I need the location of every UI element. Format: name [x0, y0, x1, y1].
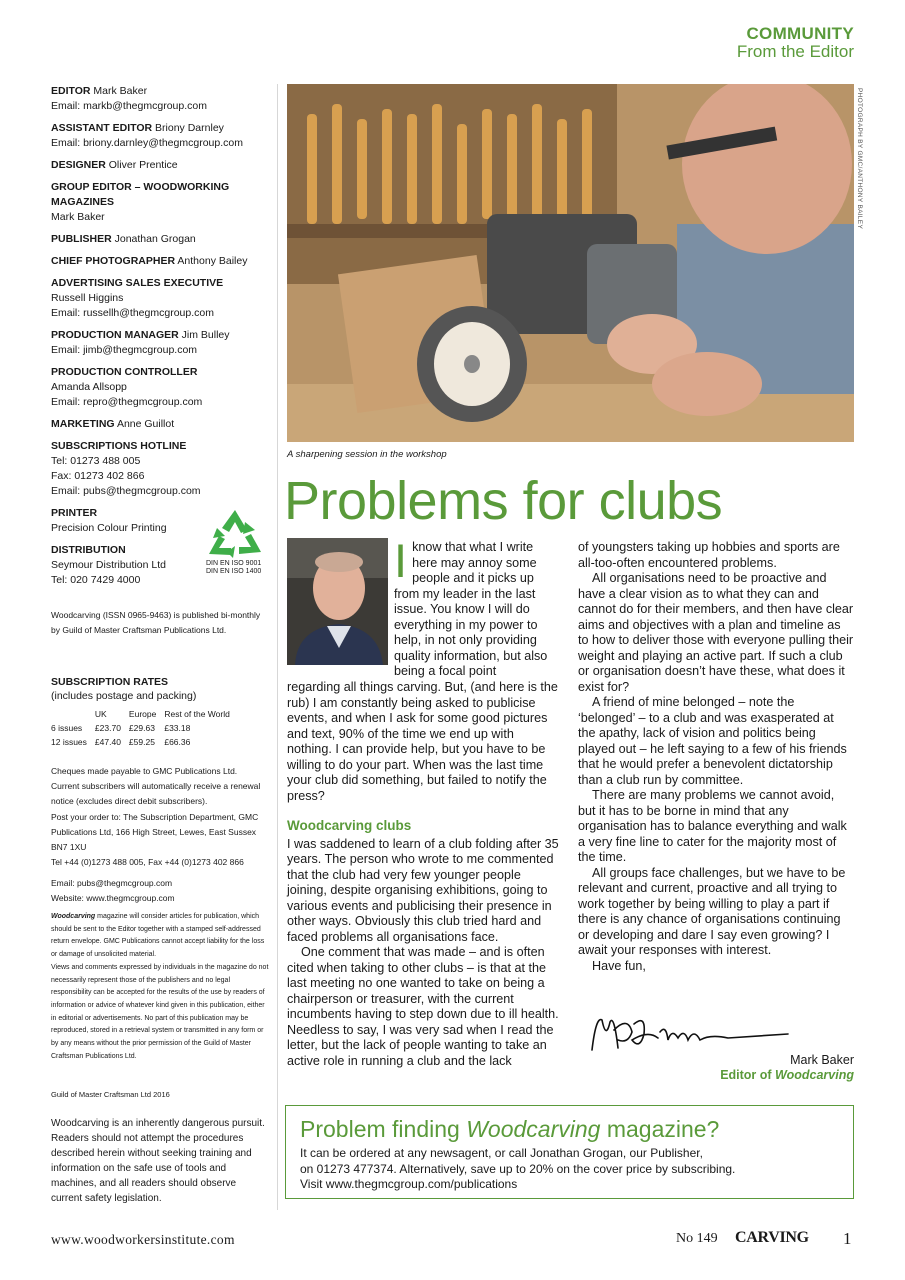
masthead-role: PRINTER — [51, 507, 98, 519]
masthead-detail: Fax: 01273 402 866 — [51, 470, 145, 482]
masthead-item — [51, 232, 271, 247]
masthead-item — [51, 328, 271, 358]
table-cell: £29.63 — [128, 723, 155, 733]
masthead-line — [51, 417, 271, 432]
table-cell: £47.40 — [94, 737, 121, 747]
masthead-item — [51, 180, 271, 225]
paragraph: All organisations need to be proactive and have a clear vision as to what they can and cannot do for their members, and then have clear aims and objectives with a plan and timeline as to how to deliver those with everyone pulling their weight and playing an active part. If such a club or organisation doesn’t have these, what does it exist for? — [578, 571, 854, 694]
promo-title — [300, 1116, 719, 1143]
paragraph: regarding all things carving. But, (and here is the rub) I am constantly being asked to publicise events, and when I ask for some good pictures and text, 90% of the time we end up with nothing. I can provide help, but you have to be willing to do your part. When was the last time your club did something, but failed to notify the press? — [287, 680, 558, 803]
promo-text — [300, 1146, 840, 1193]
masthead-role: CHIEF PHOTOGRAPHER — [51, 255, 176, 267]
disclaimer-mag: Woodcarving — [51, 913, 96, 920]
article-column-1 — [287, 680, 561, 1069]
order-text: Post your order to: The Subscription Department, GMC Publications Ltd, 166 High Street, Lewes, East Sussex BN7 1XU — [51, 812, 259, 852]
copyright: Guild of Master Craftsman Ltd 2016 — [51, 1090, 170, 1099]
table-header — [51, 707, 95, 721]
masthead-name: Oliver Prentice — [108, 159, 178, 171]
disclaimer-para — [51, 911, 269, 962]
table-cell: £59.25 — [128, 737, 155, 747]
masthead-line — [51, 232, 271, 247]
paragraph: of youngsters taking up hobbies and sports are all-too-often encountered problems. — [578, 540, 840, 570]
disclaimer-para: Views and comments expressed by individuals in the magazine do not necessarily represent those of the publishers and no legal responsibility can be accepted for the results of the use by readers of information or advice of whatever kind given in this publication, either in editorial or advertisements. No part of this publication may be reproduced, stored in a retrieval system or transmitted in any form or by any means without the prior permission of the Guild of Master Craftsman Publications Ltd. — [51, 963, 269, 1060]
table-header: Europe — [128, 709, 157, 719]
signoff-name: Mark Baker — [790, 1053, 854, 1067]
masthead-item — [51, 158, 271, 173]
promo-line: It can be ordered at any newsagent, or call Jonathan Grogan, our Publisher, — [300, 1146, 703, 1160]
paragraph: Have fun, — [592, 958, 646, 973]
article-column-2 — [578, 540, 854, 974]
footer-magazine: CARVING — [735, 1229, 809, 1246]
recycle-icon — [205, 508, 265, 560]
masthead-item — [51, 121, 271, 151]
column-divider — [277, 84, 278, 1210]
paragraph: All groups face challenges, but we have to be relevant and current, proactive and all trying to work together by being willing to play a part if there is any chance of organisations continuing or developing and dare I say even growing? I await your responses with interest. — [578, 865, 846, 957]
cert-line: DIN EN ISO 1400 — [206, 568, 262, 575]
table-cell: 6 issues — [51, 723, 83, 733]
masthead-role: GROUP EDITOR – WOODWORKING MAGAZINES — [51, 181, 230, 208]
masthead-name: Jonathan Grogan — [114, 233, 196, 245]
masthead-detail: Amanda Allsopp — [51, 381, 127, 393]
masthead-role: PRODUCTION CONTROLLER — [51, 366, 198, 378]
masthead-name: Briony Darnley — [155, 122, 224, 134]
masthead-detail: Russell Higgins — [51, 292, 124, 304]
contact-details — [51, 876, 266, 906]
masthead-name: Anne Guillot — [116, 418, 175, 430]
masthead-line — [51, 180, 271, 210]
promo-title-prefix: Problem finding — [300, 1116, 467, 1142]
table-cell: £33.18 — [164, 723, 191, 733]
paragraph: I was saddened to learn of a club folding after 35 years. The person who wrote to me commented that the club had very few younger people joining, despite organising exhibitions, going to various events and publicising their presence in other ways. Obviously this club tried hard and faced problems all organisations face. — [287, 836, 559, 944]
masthead-line — [51, 439, 271, 454]
masthead-role: PUBLISHER — [51, 233, 112, 245]
subscription-note: (includes postage and packing) — [51, 690, 197, 702]
intro-text: know that what I write here may annoy some people and it picks up from my leader in the last issue. You know I will do everything in my power to help, in not only providing quality information, but also being a focal point — [394, 540, 548, 678]
table-cell: £23.70 — [94, 723, 121, 733]
masthead-email[interactable]: Email: jimb@thegmcgroup.com — [51, 344, 198, 356]
masthead-item — [51, 254, 271, 269]
masthead-item — [51, 84, 271, 114]
table-row — [51, 721, 238, 735]
signature — [588, 1010, 798, 1060]
table-cell: £66.36 — [164, 737, 191, 747]
masthead-line — [51, 84, 271, 99]
section-subtitle: From the Editor — [736, 42, 854, 61]
masthead-role: MARKETING — [51, 418, 115, 430]
page-number: 1 — [843, 1229, 852, 1248]
masthead-name: Anthony Bailey — [177, 255, 248, 267]
contact-email[interactable]: Email: pubs@thegmcgroup.com — [51, 878, 173, 888]
disclaimer — [51, 911, 269, 1063]
photo-credit: PHOTOGRAPH BY GMC/ANTHONY BAILEY — [856, 88, 863, 230]
paragraph: There are many problems we cannot avoid, but it has to be borne in mind that any organisation has to balance everything and walk a very fine line to cater for the majority most of the time. — [578, 788, 847, 864]
disclaimer-text: magazine will consider articles for publication, which should be sent to the Editor together with a stamped self-addressed return envelope. GMC Publications cannot accept liability for the loss or damage of unsolicited material. — [51, 913, 265, 959]
masthead-item — [51, 365, 271, 410]
photo-caption: A sharpening session in the workshop — [287, 449, 447, 460]
table-cell: 12 issues — [51, 737, 87, 747]
article-intro — [394, 534, 558, 680]
cert-line: DIN EN ISO 9001 — [206, 560, 262, 567]
masthead-line — [51, 121, 271, 136]
order-tel: Tel +44 (0)1273 488 005, Fax +44 (0)1273 402 866 — [51, 857, 244, 867]
masthead-item — [51, 439, 271, 499]
signoff-role-mag: Woodcarving — [775, 1068, 854, 1082]
signoff-role-prefix: Editor of — [720, 1068, 776, 1082]
safety-notice: Woodcarving is an inherently dangerous pursuit. Readers should not attempt the procedures described herein without seeking training and information on the safe use of tools and machines, and all readers should observe current safety legislation. — [51, 1118, 265, 1204]
masthead-email[interactable]: Email: russellh@thegmcgroup.com — [51, 307, 214, 319]
footer-issue: No 149 — [676, 1231, 718, 1246]
masthead-email[interactable]: Email: pubs@thegmcgroup.com — [51, 485, 201, 497]
masthead-detail: Seymour Distribution Ltd — [51, 559, 166, 571]
masthead-email[interactable]: Email: repro@thegmcgroup.com — [51, 396, 203, 408]
promo-title-mag: Woodcarving — [466, 1116, 601, 1142]
certifications — [206, 560, 261, 576]
subscription-rates-table — [51, 707, 238, 749]
paragraph: A friend of mine belonged – note the ‘belonged’ – to a club and was exasperated at the apathy, lack of vision and politics being played out – he left saying to a few of his friends that he would prefer a benevolent dictatorship than a club run by committee. — [578, 695, 847, 787]
article-subhead: Woodcarving clubs — [287, 818, 412, 833]
promo-link[interactable]: Visit www.thegmcgroup.com/publications — [300, 1177, 518, 1191]
masthead-item — [51, 276, 271, 321]
subscription-title: SUBSCRIPTION RATES — [51, 676, 169, 688]
workshop-photo — [287, 84, 854, 442]
order-address — [51, 810, 266, 870]
masthead-detail: Tel: 01273 488 005 — [51, 455, 141, 467]
footer-url[interactable]: www.woodworkersinstitute.com — [51, 1232, 235, 1247]
masthead-role: ADVERTISING SALES EXECUTIVE — [51, 277, 224, 289]
masthead-name: Mark Baker — [93, 85, 148, 97]
masthead-email[interactable]: Email: briony.darnley@thegmcgroup.com — [51, 137, 243, 149]
masthead-line — [51, 365, 271, 380]
masthead-line — [51, 158, 271, 173]
cheques-note: Cheques made payable to GMC Publications Ltd. Current subscribers will automatically receive a renewal notice (excludes direct debit subscribers). — [51, 766, 261, 806]
masthead-role: ASSISTANT EDITOR — [51, 122, 153, 134]
signoff-role — [720, 1068, 854, 1082]
section-title: COMMUNITY — [746, 24, 854, 43]
masthead-email[interactable]: Email: markb@thegmcgroup.com — [51, 100, 207, 112]
table-header: UK — [94, 709, 107, 719]
table-row — [51, 707, 238, 721]
paragraph: One comment that was made – and is often cited when taking to other clubs – is that at the last meeting no one wanted to take on being a chairperson or treasurer, with the current incumbents having to step down due to ill health. Needless to say, I was very sad when I read the letter, but the lack of people wanting to take an active role in running a club and the lack — [287, 945, 559, 1068]
masthead-role: EDITOR — [51, 85, 91, 97]
masthead-detail: Tel: 020 7429 4000 — [51, 574, 141, 586]
drop-cap: I — [394, 534, 408, 587]
masthead-role: SUBSCRIPTIONS HOTLINE — [51, 440, 187, 452]
masthead-item — [51, 417, 271, 432]
table-row — [51, 735, 238, 749]
masthead-line — [51, 254, 271, 269]
promo-line: on 01273 477374. Alternatively, save up to 20% on the cover price by subscribing. — [300, 1161, 736, 1176]
masthead-name: Jim Bulley — [181, 329, 230, 341]
promo-title-suffix: magazine? — [600, 1116, 720, 1142]
masthead-detail: Precision Colour Printing — [51, 522, 167, 534]
masthead-line — [51, 328, 271, 343]
masthead-detail: Mark Baker — [51, 211, 105, 223]
masthead-role: PRODUCTION MANAGER — [51, 329, 179, 341]
masthead-line — [51, 276, 271, 291]
masthead-role: DESIGNER — [51, 159, 106, 171]
contact-website[interactable]: Website: www.thegmcgroup.com — [51, 893, 175, 903]
author-portrait — [287, 538, 388, 665]
article-headline: Problems for clubs — [284, 471, 723, 531]
table-header: Rest of the World — [164, 709, 230, 719]
masthead-role: DISTRIBUTION — [51, 544, 126, 556]
issn-statement: Woodcarving (ISSN 0965-9463) is published bi-monthly by Guild of Master Craftsman Publications Ltd. — [51, 610, 261, 635]
